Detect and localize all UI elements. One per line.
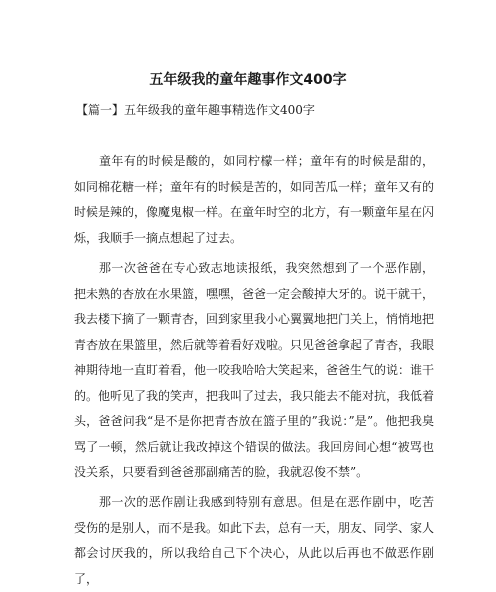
document-title: 五年级我的童年趣事作文400字 [149, 72, 347, 88]
paragraph: 那一次爸爸在专心致志地读报纸，我突然想到了一个恶作剧，把未熟的杏放在水果篮，嘿嘿，爸爸一定会酸掉大牙的。说干就干，我去楼下摘了一颗青杏，回到家里我小心翼翼地把门关上，悄悄地把青杏放在果篮里，然后就等着看好戏啦。只见爸爸拿起了青杏，我眼神期待地一直盯着看，他一咬我哈哈大笑起来，爸爸生气的说：谁干的。他听见了我的笑声，把我叫了过去，我只能去不能对抗，我低着头，爸爸问我“是不是你把青杏放在篮子里的”我说：”是”。他把我臭骂了一顿，然后就让我改掉这个错误的做法。我回房间心想“被骂也没关系，只要看到爸爸那副痛苦的脸，我就忍俊不禁”。 [74, 261, 435, 479]
document-subtitle: 【篇一】五年级我的童年趣事精选作文400字 [76, 103, 315, 117]
paragraph: 那一次的恶作剧让我感到特别有意思。但是在恶作剧中，吃苦受伤的是别人，而不是我。如此下去，总有一天，朋友、同学、家人都会讨厌我的，所以我给自己下个决心，从此以后再也不做恶作剧了， [74, 495, 435, 586]
paragraph: 童年有的时候是酸的，如同柠檬一样；童年有的时候是甜的，如同棉花糖一样；童年有的时候是苦的，如同苦瓜一样；童年又有的时候是辣的，像魔鬼椒一样。在童年时空的北方，有一颗童年星在闪烁，我顺手一摘点想起了过去。 [74, 154, 435, 245]
